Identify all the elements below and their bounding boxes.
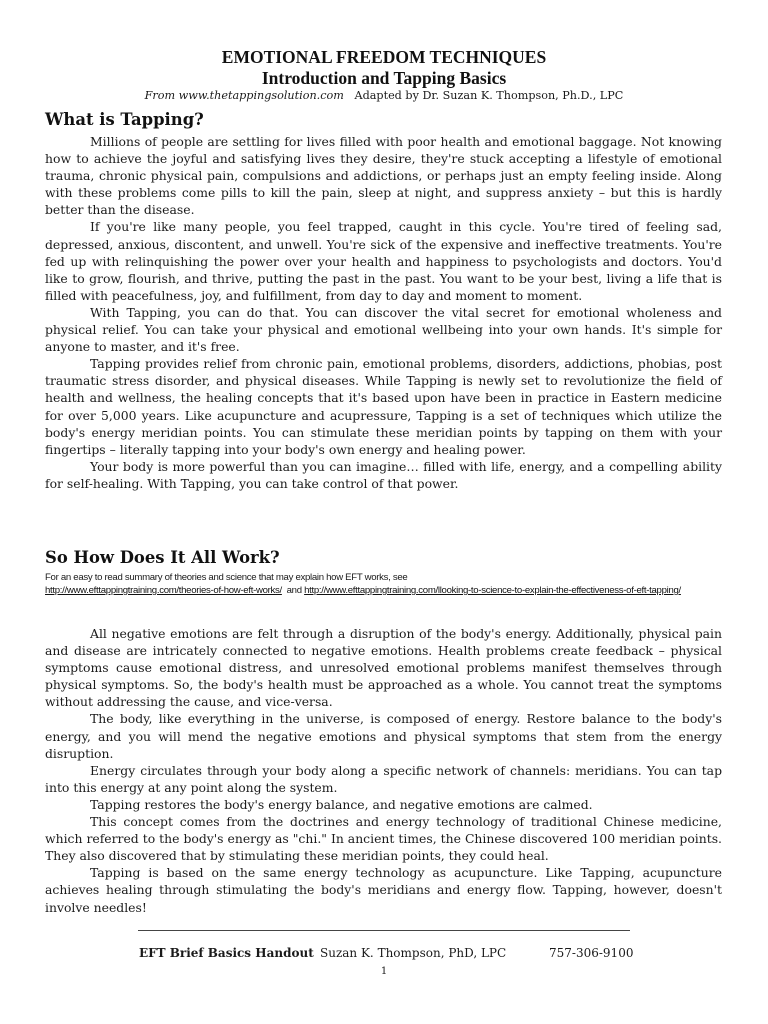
paragraph: If you're like many people, you feel trapped, caught in this cycle. You're tired of feeling sad, depressed, anxious, discontent, and unwell. You're sick of the expensive and ineffective treatments. You're fed up with relinquishing the power over your health and happiness to psychologists and doctors. You'd like to grow, flourish, and thrive, putting the past in the past. You want to be your best, living a life that is filled with peacefulness, joy, and fulfillment, from day to day and moment to moment. <box>45 219 722 303</box>
paragraph: Millions of people are settling for lives filled with poor health and emotional baggage. Not knowing how to achieve the joyful and satisfying lives they desire, they're stuck accepting a lifestyle of emotional trauma, chronic physical pain, compulsions and addictions, or perhaps just an empty feeling inside. Along with these problems come pills to kill the pain, sleep at night, and suppress anxiety – but this is hardly better than the disease. <box>45 134 722 218</box>
adapted-by: Adapted by Dr. Suzan K. Thompson, Ph.D., LPC <box>343 89 624 102</box>
footer-divider <box>138 930 630 931</box>
reference-note <box>45 571 725 597</box>
paragraph: The body, like everything in the universe, is composed of energy. Restore balance to the body's energy, and you will mend the negative emotions and physical symptoms that stem from the energy disruption. <box>45 711 722 761</box>
section-heading-how-does-it-work: So How Does It All Work? <box>45 548 280 567</box>
paragraph: Tapping provides relief from chronic pain, emotional problems, disorders, addictions, phobias, post traumatic stress disorder, and physical diseases. While Tapping is newly set to revolutionize the field of health and wellness, the healing concepts that it's based upon have been in practice in Eastern medicine for over 5,000 years. Like acupuncture and acupressure, Tapping is a set of techniques which utilize the body's energy meridian points. You can stimulate these meridian points by tapping on them with your fingertips – literally tapping into your body's own energy and healing power. <box>45 356 722 457</box>
section-what-is-tapping <box>45 133 722 492</box>
document-subtitle: Introduction and Tapping Basics <box>261 68 507 88</box>
paragraph: All negative emotions are felt through a disruption of the body's energy. Additionally, physical pain and disease are intricately connected to negative emotions. Health problems create feedback – physical symptoms cause emotional distress, and unresolved emotional problems manifest themselves through physical symptoms. So, the body's health must be approached as a whole. You cannot treat the symptoms without addressing the cause, and vice-versa. <box>45 626 722 710</box>
note-intro: For an easy to read summary of theories and science that may explain how EFT works, see <box>45 572 408 583</box>
reference-link-theories[interactable]: http://www.efttappingtraining.com/theories-of-how-eft-works/ <box>45 585 282 596</box>
link-separator: and <box>281 585 305 596</box>
page-number: 1 <box>380 966 388 977</box>
source-line <box>0 89 768 103</box>
source-prefix: From <box>144 89 179 102</box>
reference-link-science[interactable]: http://www.efttappingtraining.com/llooking-to-science-to-explain-the-effectiveness-of-eft-tapping/ <box>304 585 681 596</box>
paragraph: Tapping is based on the same energy technology as acupuncture. Like Tapping, acupuncture achieves healing through stimulating the body's meridians and energy flow. Tapping, however, doesn't involve needles! <box>45 865 722 915</box>
paragraph: This concept comes from the doctrines and energy technology of traditional Chinese medicine, which referred to the body's energy as "chi." In ancient times, the Chinese discovered 100 meridian points. They also discovered that by stimulating these meridian points, they could heal. <box>45 814 722 864</box>
footer-title: EFT Brief Basics Handout <box>139 946 314 960</box>
footer-phone: 757-306-9100 <box>549 946 634 960</box>
paragraph: With Tapping, you can do that. You can discover the vital secret for emotional wholeness and physical relief. You can take your physical and emotional wellbeing into your own hands. It's simple for anyone to master, and it's free. <box>45 304 722 355</box>
paragraph: Tapping restores the body's energy balance, and negative emotions are calmed. <box>90 796 593 812</box>
source-url[interactable]: www.thetappingsolution.com <box>178 89 344 102</box>
section-heading-what-is-tapping: What is Tapping? <box>45 110 204 129</box>
paragraph: Your body is more powerful than you can imagine… filled with life, energy, and a compelling ability for self-healing. With Tapping, you can take control of that power. <box>45 458 722 491</box>
section-how-does-it-work <box>45 625 722 916</box>
footer-author: Suzan K. Thompson, PhD, LPC <box>320 946 507 960</box>
document-title: EMOTIONAL FREEDOM TECHNIQUES <box>221 47 547 67</box>
paragraph: Energy circulates through your body along a specific network of channels: meridians. You can tap into this energy at any point along the system. <box>45 762 722 795</box>
